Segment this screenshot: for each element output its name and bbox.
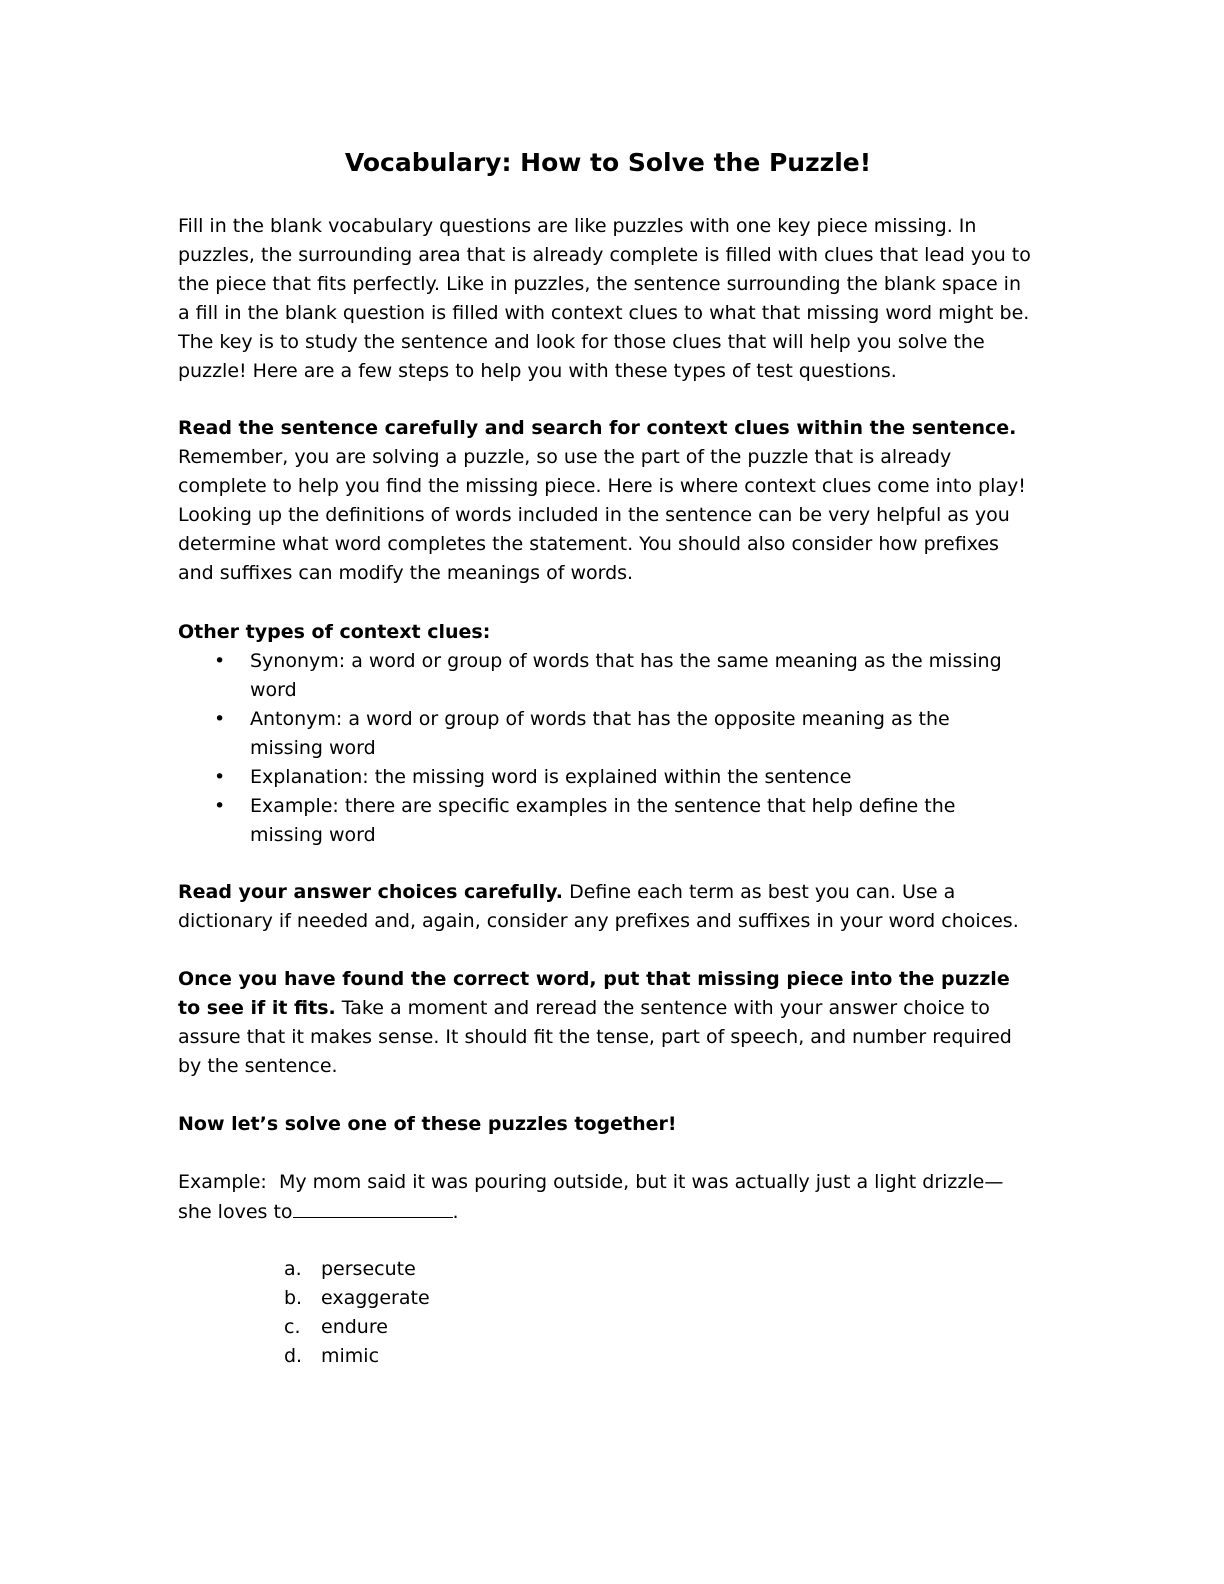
context-clues-heading: Other types of context clues: <box>178 621 491 643</box>
context-clues-list <box>178 647 1038 850</box>
step1-heading: Read the sentence carefully and search for context clues within the sentence. <box>178 417 1017 439</box>
step2-heading: Read your answer choices carefully. <box>178 881 564 903</box>
example-line2: she loves to <box>178 1201 293 1223</box>
list-item: • Explanation: the missing word is explained within the sentence <box>178 763 1010 792</box>
choice-word: exaggerate <box>321 1287 430 1309</box>
choice-letter: b. <box>284 1287 303 1309</box>
answer-choice <box>284 1313 430 1342</box>
example-label: Example: <box>178 1171 267 1193</box>
step3-paragraph <box>178 965 1038 1081</box>
list-item: • Synonym: a word or group of words that has the same meaning as the missing word <box>178 647 1010 705</box>
choice-letter: c. <box>284 1316 301 1338</box>
choice-letter: d. <box>284 1345 303 1367</box>
intro-paragraph: Fill in the blank vocabulary questions are like puzzles with one key piece missing. In puzzles, the surrounding area that is already complete is filled with clues that lead you to the piece that fits perfectly. Like in puzzles, the sentence surrounding the blank space in a fill in the blank question is filled with context clues to what that missing word might be. The key is to study the sentence and look for those clues that will help you solve the puzzle! Here are a few steps to help you with these types of test questions. <box>178 215 1031 382</box>
bullet-icon: • <box>214 708 226 730</box>
choice-letter: a. <box>284 1258 302 1280</box>
bullet-icon: • <box>214 795 226 817</box>
example-end: . <box>452 1201 459 1223</box>
step3-body: Take a moment and reread the sentence with your answer choice to assure that it makes sense. It should fit the tense, part of speech, and number required by the sentence. <box>178 997 1012 1077</box>
list-item: • Antonym: a word or group of words that has the opposite meaning as the missing word <box>178 705 1010 763</box>
example-sentence <box>178 1168 1038 1227</box>
step1-paragraph <box>178 414 1038 588</box>
answer-choice <box>284 1284 430 1313</box>
choice-word: persecute <box>321 1258 416 1280</box>
bullet-icon: • <box>214 766 226 788</box>
step2-body: Define each term as best you can. Use a dictionary if needed and, again, consider any prefixes and suffixes in your word choices. <box>178 881 1019 932</box>
example-line1: My mom said it was pouring outside, but it was actually just a light drizzle— <box>278 1171 1004 1193</box>
answer-blank <box>293 1197 453 1218</box>
choice-word: mimic <box>321 1345 380 1367</box>
step3-heading: Once you have found the correct word, put that missing piece into the puzzle to see if it fits. <box>178 968 1010 1019</box>
list-item: • Example: there are specific examples in the sentence that help define the missing word <box>178 792 1010 850</box>
answer-choices <box>284 1255 430 1371</box>
step1-body: Remember, you are solving a puzzle, so use the part of the puzzle that is already complete to help you find the missing piece. Here is where context clues come into play! Looking up the definitions of words included in the sentence can be very helpful as you determine what word completes the statement. You should also consider how prefixes and suffixes can modify the meanings of words. <box>178 446 1026 584</box>
step2-paragraph <box>178 878 1038 936</box>
page-title: Vocabulary: How to Solve the Puzzle! <box>344 148 872 177</box>
answer-choice <box>284 1342 430 1371</box>
solve-heading: Now let’s solve one of these puzzles together! <box>178 1113 677 1135</box>
answer-choice <box>284 1255 430 1284</box>
bullet-icon: • <box>214 650 226 672</box>
choice-word: endure <box>321 1316 388 1338</box>
